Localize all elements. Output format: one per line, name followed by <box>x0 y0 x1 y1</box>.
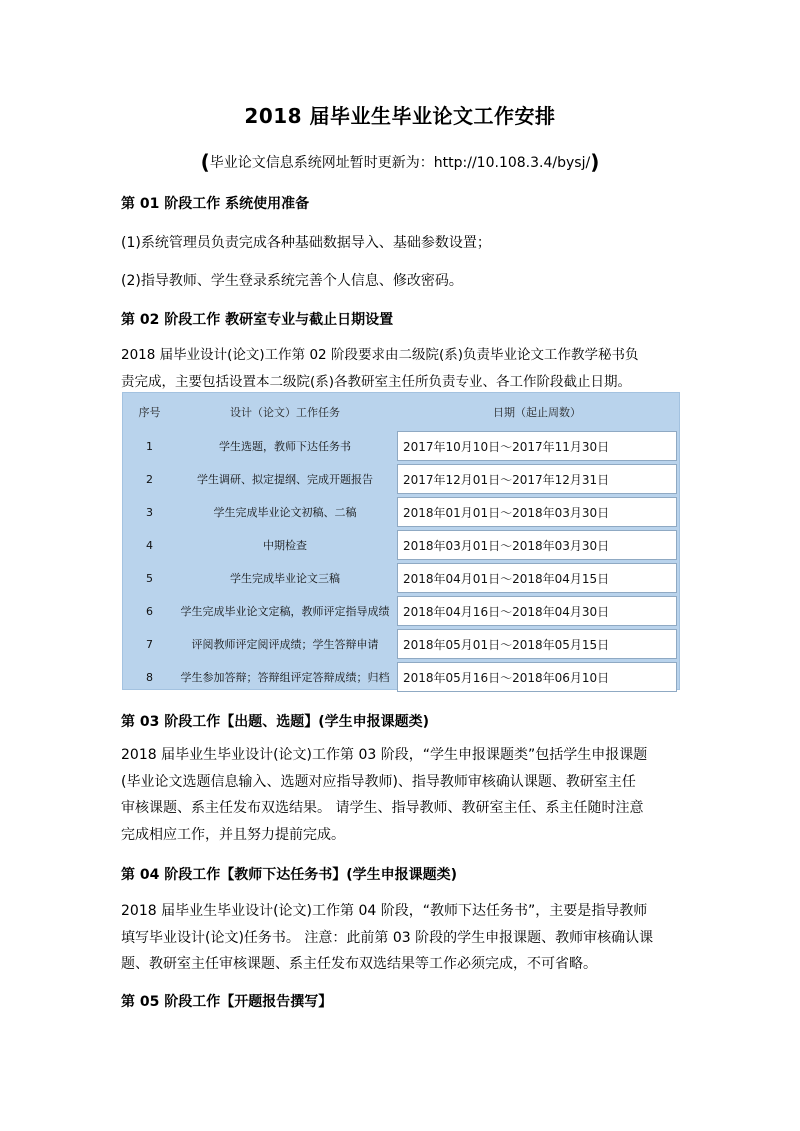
stage01-item-1: (1)系统管理员负责完成各种基础数据导入、基础参数设置； <box>121 235 491 251</box>
subtitle-close-paren: ) <box>590 150 600 174</box>
table-header-row <box>126 396 677 428</box>
row-date-field: 2018年05月16日～2018年06月10日 <box>397 662 677 692</box>
row-task: 学生完成毕业论文定稿，教师评定指导成绩 <box>180 604 390 618</box>
table-row <box>126 431 677 461</box>
table-row <box>126 629 677 659</box>
subtitle-text: 毕业论文信息系统网址暂时更新为：http://10.108.3.4/bysj/ <box>209 155 591 171</box>
stage03-paragraph <box>121 742 691 848</box>
stage01-item-2: (2)指导教师、学生登录系统完善个人信息、修改密码。 <box>121 273 463 289</box>
row-no: 5 <box>146 571 153 585</box>
stage03-heading: 第 03 阶段工作【出题、选题】(学生申报课题类) <box>121 714 430 730</box>
row-date-field: 2018年04月16日～2018年04月30日 <box>397 596 677 626</box>
header-task: 设计（论文）工作任务 <box>230 406 340 419</box>
row-date-field: 2017年12月01日～2017年12月31日 <box>397 464 677 494</box>
stage02-heading: 第 02 阶段工作 教研室专业与截止日期设置 <box>121 312 394 328</box>
table-row <box>126 596 677 626</box>
page-title: 2018 届毕业生毕业论文工作安排 <box>244 104 556 128</box>
row-date-field: 2018年01月01日～2018年03月30日 <box>397 497 677 527</box>
table-row <box>126 530 677 560</box>
stage05-heading: 第 05 阶段工作【开题报告撰写】 <box>121 994 333 1010</box>
stage02-line-2: 责完成，主要包括设置本二级院(系)各教研室主任所负责专业、各工作阶段截止日期。 <box>121 373 632 390</box>
stage03-line-2: (毕业论文选题信息输入、选题对应指导教师)、指导教师审核确认课题、教研室主任 <box>121 773 636 790</box>
stage04-line-3: 题、教研室主任审核课题、系主任发布双选结果等工作必须完成，不可省略。 <box>121 956 597 972</box>
row-date-field: 2017年10月10日～2017年11月30日 <box>397 431 677 461</box>
subtitle-open-paren: ( <box>200 150 210 174</box>
row-date-field: 2018年03月01日～2018年03月30日 <box>397 530 677 560</box>
stage03-line-4: 完成相应工作，并且努力提前完成。 <box>121 826 345 843</box>
stage01-heading: 第 01 阶段工作 系统使用准备 <box>121 196 310 212</box>
row-task: 学生参加答辩；答辩组评定答辩成绩；归档 <box>180 670 390 684</box>
row-task: 学生选题，教师下达任务书 <box>219 439 351 453</box>
row-task: 评阅教师评定阅评成绩；学生答辩申请 <box>191 637 379 651</box>
table-row <box>126 497 677 527</box>
stage03-line-3: 审核课题、系主任发布双选结果。 请学生、指导教师、教研室主任、系主任随时注意 <box>121 800 644 816</box>
page-subtitle <box>0 150 800 174</box>
row-no: 6 <box>146 604 153 618</box>
stage02-line-1: 2018 届毕业设计(论文)工作第 02 阶段要求由二级院(系)负责毕业论文工作教学秘书负 <box>121 347 639 363</box>
row-task: 学生完成毕业论文三稿 <box>230 571 340 585</box>
table-row <box>126 464 677 494</box>
table-row <box>126 563 677 593</box>
stage02-paragraph <box>121 342 721 395</box>
row-date-field: 2018年05月01日～2018年05月15日 <box>397 629 677 659</box>
row-no: 4 <box>146 538 153 552</box>
header-no: 序号 <box>138 406 161 419</box>
row-no: 7 <box>146 637 153 651</box>
row-task: 学生完成毕业论文初稿、二稿 <box>213 505 357 519</box>
row-task: 学生调研、拟定提纲、完成开题报告 <box>197 472 373 486</box>
stage04-line-2: 填写毕业设计(论文)任务书。 注意：此前第 03 阶段的学生申报课题、教师审核确认课 <box>121 929 654 946</box>
schedule-table <box>122 392 680 690</box>
stage04-paragraph <box>121 898 691 978</box>
row-no: 2 <box>146 472 153 486</box>
table-row <box>126 662 677 692</box>
row-no: 1 <box>146 439 153 453</box>
stage03-line-1: 2018 届毕业生毕业设计(论文)工作第 03 阶段，“学生申报课题类”包括学生申报课题 <box>121 747 648 763</box>
stage04-line-1: 2018 届毕业生毕业设计(论文)工作第 04 阶段，“教师下达任务书”，主要是指导教师 <box>121 903 648 919</box>
row-date-field: 2018年04月01日～2018年04月15日 <box>397 563 677 593</box>
row-no: 8 <box>146 670 153 684</box>
stage04-heading: 第 04 阶段工作【教师下达任务书】(学生申报课题类) <box>121 867 458 883</box>
header-date: 日期（起止周数） <box>493 406 581 419</box>
row-task: 中期检查 <box>263 538 307 552</box>
row-no: 3 <box>146 505 153 519</box>
